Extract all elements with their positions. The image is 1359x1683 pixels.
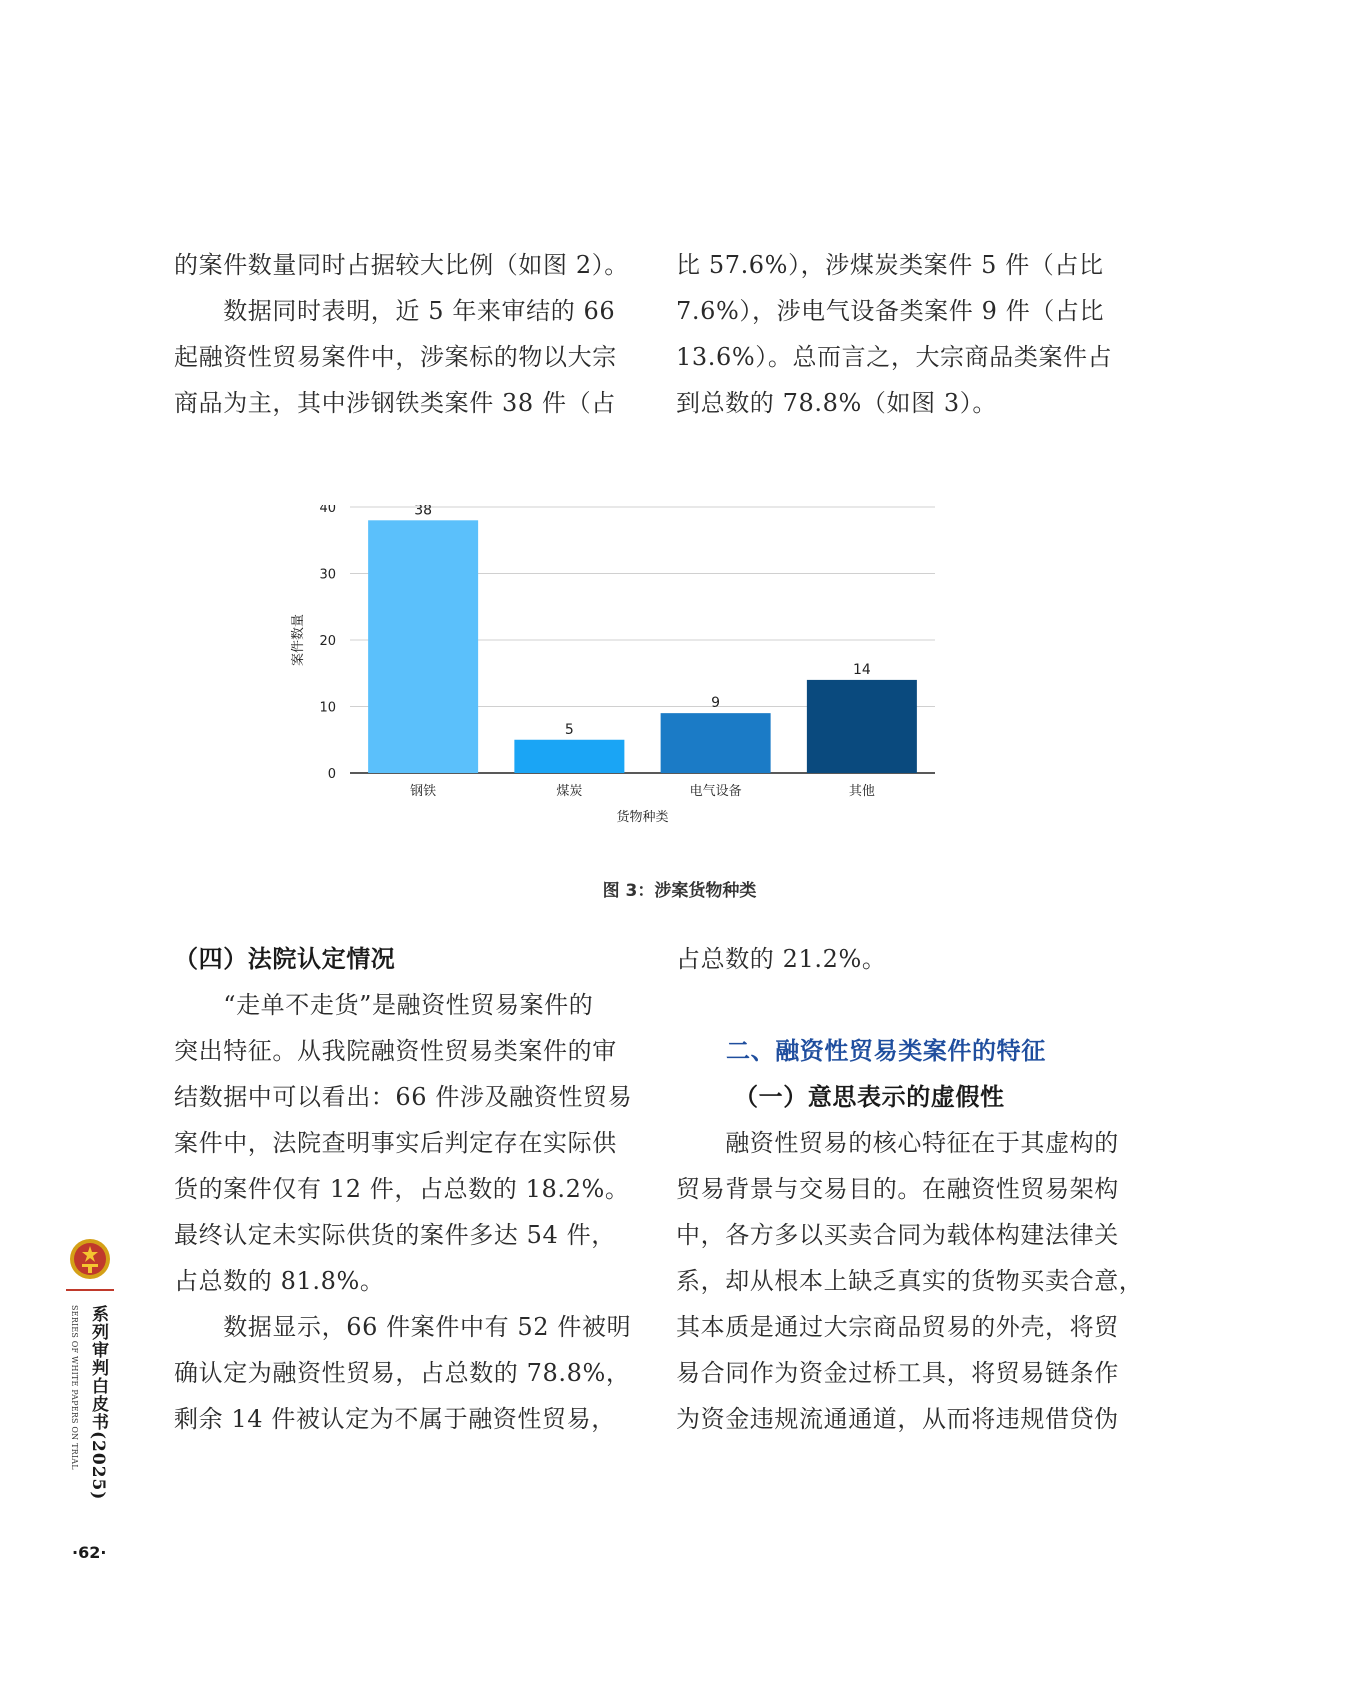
text-line: 其本质是通过大宗商品贸易的外壳，将贸 [676, 1313, 1119, 1341]
text-line: 突出特征。从我院融资性贸易类案件的审 [174, 1037, 617, 1065]
text-line: 确认定为融资性贸易，占总数的 78.8%， [174, 1359, 631, 1387]
y-tick-label: 30 [319, 567, 336, 583]
series-subtitle: SERIES OF WHITE PAPERS ON TRIAL [70, 1305, 79, 1470]
text-line: 起融资性贸易案件中，涉案标的物以大宗 [174, 343, 617, 371]
bar-chart-svg [290, 505, 1020, 865]
y-tick-label: 20 [319, 634, 336, 649]
bar-2 [514, 740, 624, 773]
text-line: 占总数的 21.2%。 [676, 945, 887, 973]
data-label: 14 [852, 661, 871, 678]
text-line: 案件中，法院查明事实后判定存在实际供 [174, 1129, 617, 1157]
data-label: 38 [414, 505, 433, 519]
text-line: 货的案件仅有 12 件，占总数的 18.2%。 [174, 1175, 630, 1203]
x-tick-label: 钢铁 [410, 784, 437, 799]
text-line: 数据显示，66 件案件中有 52 件被明 [174, 1313, 632, 1341]
bar-1 [368, 520, 478, 773]
series-title: 系列审判白皮书(2025) [88, 1305, 108, 1501]
y-axis-title: 案件数量 [291, 613, 306, 667]
section-four-heading: （四）法院认定情况 [174, 945, 396, 973]
bar-chart [290, 505, 1020, 865]
bar-3 [661, 713, 771, 773]
page-number: ·62· [72, 1543, 107, 1562]
text-line: 易合同作为资金过桥工具，将贸易链条作 [676, 1359, 1119, 1387]
text-line: 剩余 14 件被认定为不属于融资性贸易， [174, 1405, 616, 1433]
text-line: 融资性贸易的核心特征在于其虚构的 [676, 1129, 1119, 1157]
data-label: 5 [564, 721, 574, 738]
y-tick-label: 10 [319, 700, 336, 716]
text-line: 到总数的 78.8%（如图 3）。 [676, 389, 997, 417]
text-line: 占总数的 81.8%。 [174, 1267, 385, 1295]
data-label: 9 [711, 695, 721, 712]
x-tick-label: 其他 [848, 784, 875, 799]
text-line: 商品为主，其中涉钢铁类案件 38 件（占 [174, 389, 616, 417]
section-two-title: 二、融资性贸易类案件的特征 [726, 1037, 1046, 1065]
text-line: 贸易背景与交易目的。在融资性贸易架构 [676, 1175, 1119, 1203]
court-emblem-icon [68, 1236, 112, 1282]
text-line: 中，各方多以买卖合同为载体构建法律关 [676, 1221, 1119, 1249]
y-tick-label: 40 [319, 505, 336, 516]
subsection-one-title: （一）意思表示的虚假性 [734, 1083, 1005, 1111]
text-line: 13.6%）。总而言之，大宗商品类案件占 [676, 343, 1113, 371]
x-axis-title: 货物种类 [616, 810, 669, 825]
text-line: 系，却从根本上缺乏真实的货物买卖合意， [676, 1267, 1144, 1295]
text-line: 最终认定未实际供货的案件多达 54 件， [174, 1221, 616, 1249]
y-tick-label: 0 [327, 767, 336, 782]
text-line: 7.6%），涉电气设备类案件 9 件（占比 [676, 297, 1105, 325]
text-line: 数据同时表明，近 5 年来审结的 66 [174, 297, 616, 325]
bar-4 [807, 680, 917, 773]
text-line: 比 57.6%），涉煤炭类案件 5 件（占比 [676, 251, 1104, 279]
text-line: 的案件数量同时占据较大比例（如图 2）。 [174, 251, 629, 279]
text-line: 为资金违规流通通道，从而将违规借贷伪 [676, 1405, 1119, 1433]
text-line: 结数据中可以看出：66 件涉及融资性贸易 [174, 1083, 633, 1111]
figure-caption: 图 3：涉案货物种类 [602, 881, 757, 901]
text-line: “走单不走货”是融资性贸易案件的 [174, 991, 594, 1019]
sidebar-divider [66, 1289, 114, 1291]
x-tick-label: 煤炭 [556, 784, 583, 799]
x-tick-label: 电气设备 [689, 784, 742, 799]
